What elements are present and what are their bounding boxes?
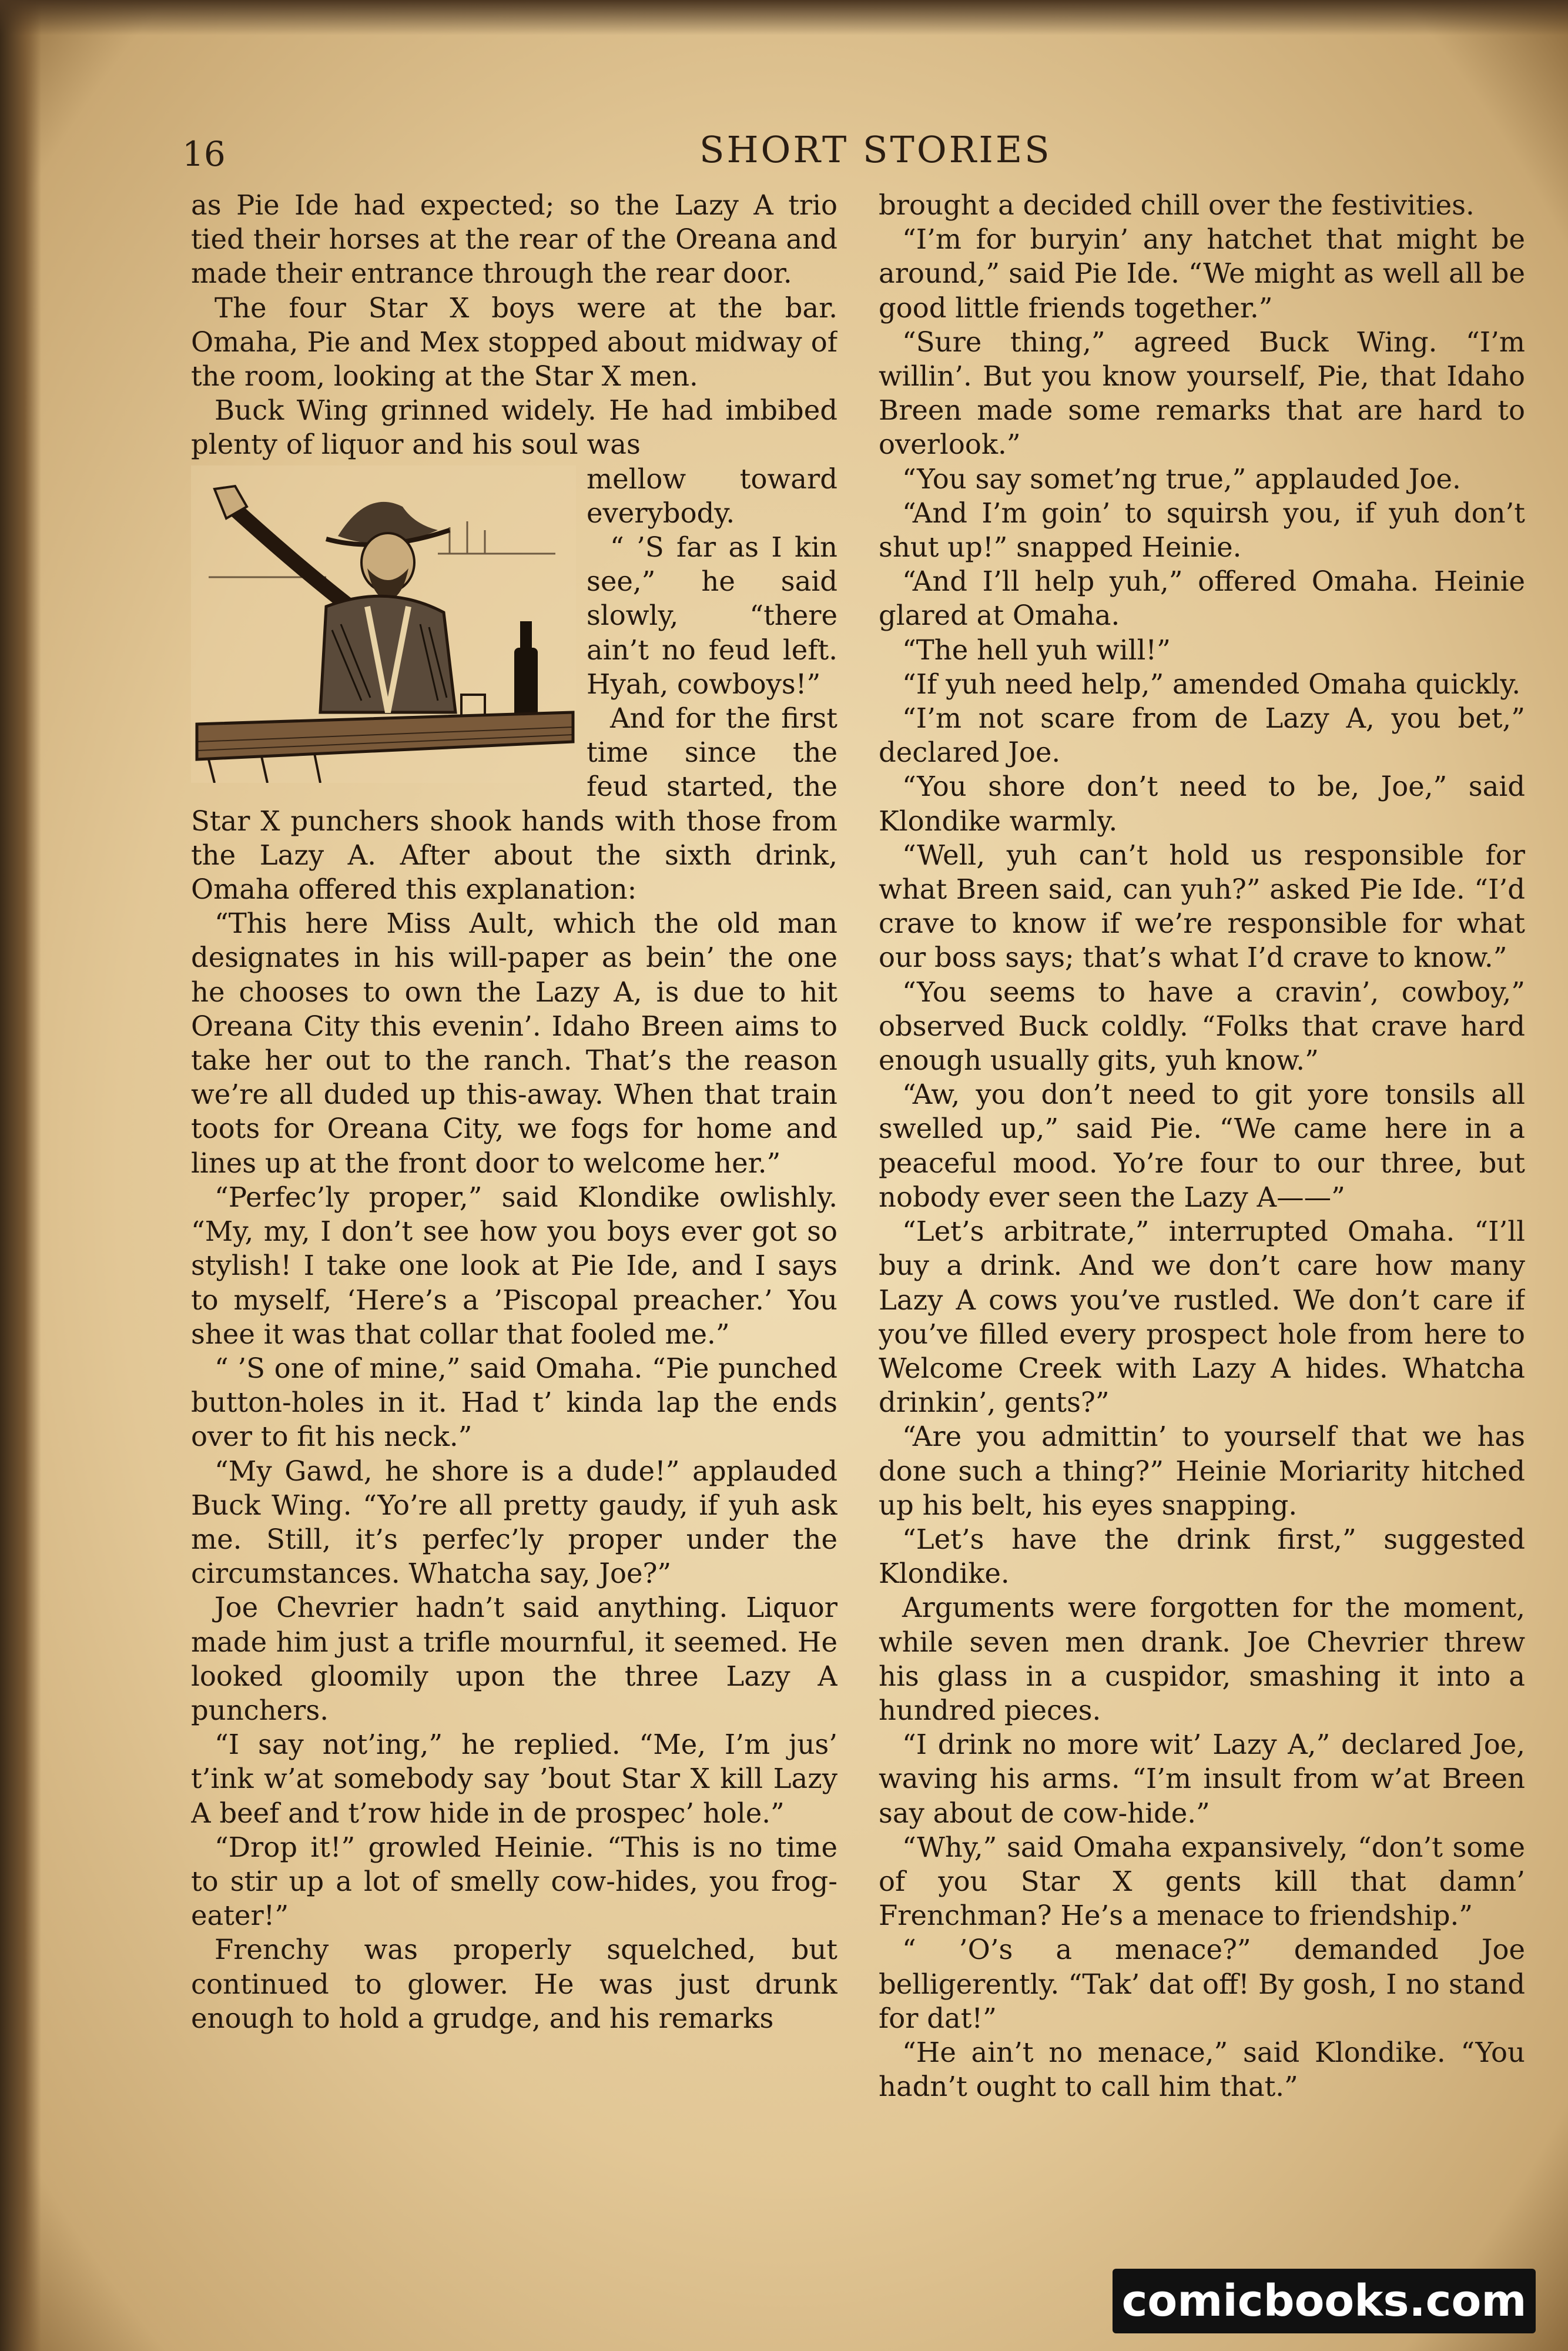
paragraph: “The hell yuh will!” <box>902 634 1171 666</box>
paragraph: The four Star X boys were at the bar. Omaha, Pie and Mex stopped about midway of the room, looking at the Star X men. <box>191 292 837 393</box>
paragraph: “You say somet’ng true,” applauded Joe. <box>902 463 1461 495</box>
page-top-shadow <box>0 0 1568 35</box>
paragraph: “Why,” said Omaha expansively, “don’t some of you Star X gents kill that damn’ Frenchman? He’s a menace to friendship.” <box>879 1831 1525 1932</box>
paragraph: mellow toward everybody. <box>587 463 837 529</box>
paragraph: “If yuh need help,” amended Omaha quickly. <box>902 668 1521 700</box>
paragraph: Frenchy was properly squelched, but continued to glower. He was just drunk enough to hold a grudge, and his remarks <box>191 1934 837 2034</box>
paragraph: “Let’s arbitrate,” interrupted Omaha. “I’ll buy a drink. And we don’t care how many Lazy A cows you’ve rustled. We don’t care if you’ve filled every prospect hole from here to Welcome Creek with Lazy A hides. Whatcha drinkin’, gents?” <box>879 1215 1525 1419</box>
paragraph: “Perfec’ly proper,” said Klondike owlishly. “My, my, I don’t see how you boys ever got so stylish! I take one look at Pie Ide, and I says to myself, ‘Here’s a ’Piscopal preacher.’ You shee it was that collar that fooled me.” <box>191 1181 837 1350</box>
paragraph: “I drink no more wit’ Lazy A,” declared Joe, waving his arms. “I’m insult from w’at Breen say about de cow-hide.” <box>879 1729 1525 1829</box>
paragraph: “And I’ll help yuh,” offered Omaha. Heinie glared at Omaha. <box>879 565 1525 632</box>
paragraph: “I say not’ing,” he replied. “Me, I’m jus’ t’ink w’at somebody say ’bout Star X kill Lazy A beef and t’row hide in de prospec’ hole.” <box>191 1729 837 1829</box>
paragraph: “Sure thing,” agreed Buck Wing. “I’m willin’. But you know yourself, Pie, that Idaho Breen made some remarks that are hard to overlook.” <box>879 326 1525 461</box>
page-number: 16 <box>182 134 226 174</box>
page-header <box>182 128 1534 181</box>
paragraph: Arguments were forgotten for the moment, while seven men drank. Joe Chevrier threw his glass in a cuspidor, smashing it into a hundred pieces. <box>879 1592 1525 1726</box>
paragraph: Buck Wing grinned widely. He had imbibed plenty of liquor and his soul was <box>191 394 837 461</box>
cowboy-illustration <box>191 465 576 783</box>
paragraph: “ ’S far as I kin see,” he said slowly, “there ain’t no feud left. Hyah, cowboys!” <box>587 531 837 700</box>
cowboy-at-bar-drawing <box>191 465 576 783</box>
left-column <box>191 188 837 2257</box>
right-column <box>879 188 1525 2257</box>
paragraph: brought a decided chill over the festivities. <box>879 189 1475 221</box>
paragraph: “I’m not scare from de Lazy A, you bet,” declared Joe. <box>879 702 1525 769</box>
paragraph: “You shore don’t need to be, Joe,” said Klondike warmly. <box>879 771 1525 837</box>
paragraph: “He ain’t no menace,” said Klondike. “You hadn’t ought to call him that.” <box>879 2036 1525 2103</box>
paragraph: as Pie Ide had expected; so the Lazy A trio tied their horses at the rear of the Oreana and made their entrance through the rear door. <box>191 189 837 290</box>
paragraph: “ ’S one of mine,” said Omaha. “Pie punched button-holes in it. Had t’ kinda lap the ends over to fit his neck.” <box>191 1352 837 1453</box>
paragraph: “And I’m goin’ to squirsh you, if yuh don’t shut up!” snapped Heinie. <box>879 497 1525 564</box>
paragraph: And for the first time since the feud started, the Star X punchers shook hands with those from the Lazy A. After about the sixth drink, Omaha offered this explanation: <box>191 702 837 906</box>
running-title: SHORT STORIES <box>699 128 1052 171</box>
paragraph: “My Gawd, he shore is a dude!” applauded Buck Wing. “Yo’re all pretty gaudy, if yuh ask me. Still, it’s perfec’ly proper under the circumstances. Whatcha say, Joe?” <box>191 1455 837 1590</box>
paragraph: “This here Miss Ault, which the old man designates in his will-paper as bein’ the one he chooses to own the Lazy A, is due to hit Oreana City this evenin’. Idaho Breen aims to take her out to the ranch. That’s the reason we’re all duded up this-away. When that train toots for Oreana City, we fogs for home and lines up at the front door to welcome her.” <box>191 907 837 1179</box>
paragraph: “You seems to have a cravin’, cowboy,” observed Buck coldly. “Folks that crave hard enough usually gits, yuh know.” <box>879 976 1525 1077</box>
watermark-logo: comicbooks.com <box>1113 2269 1536 2333</box>
paragraph: “I’m for buryin’ any hatchet that might be around,” said Pie Ide. “We might as well all be good little friends together.” <box>879 223 1525 324</box>
paragraph: Joe Chevrier hadn’t said anything. Liquor made him just a trifle mournful, it seemed. He looked gloomily upon the three Lazy A punchers. <box>191 1592 837 1726</box>
paragraph: “Aw, you don’t need to git yore tonsils all swelled up,” said Pie. “We came here in a peaceful mood. Yo’re four to our three, but nobody ever seen the Lazy A——” <box>879 1079 1525 1213</box>
paragraph: “ ’O’s a menace?” demanded Joe belligerently. “Tak’ dat off! By gosh, I no stand for dat!” <box>879 1934 1525 2034</box>
paragraph: “Well, yuh can’t hold us responsible for what Breen said, can yuh?” asked Pie Ide. “I’d crave to know if we’re responsible for what our boss says; that’s what I’d crave to know.” <box>879 839 1525 974</box>
paragraph: “Drop it!” growled Heinie. “This is no time to stir up a lot of smelly cow-hides, you frog-eater!” <box>191 1831 837 1932</box>
paragraph: “Are you admittin’ to yourself that we has done such a thing?” Heinie Moriarity hitched up his belt, his eyes snapping. <box>879 1421 1525 1521</box>
page-edge-shadow <box>0 0 41 2351</box>
paragraph: “Let’s have the drink first,” suggested Klondike. <box>879 1523 1525 1590</box>
